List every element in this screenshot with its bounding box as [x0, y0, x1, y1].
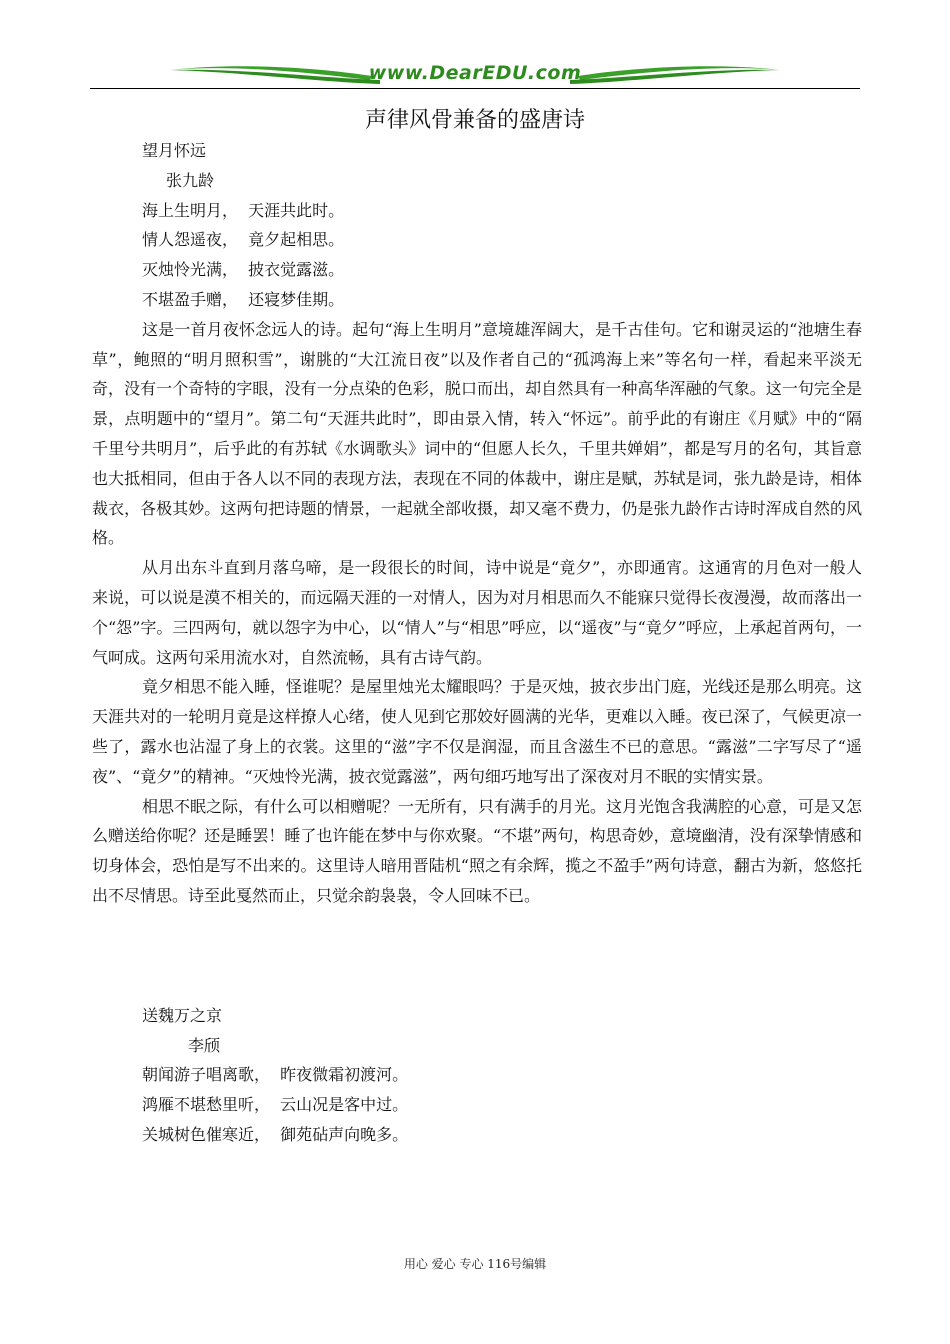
- poem-line: 情人怨遥夜， 竟夕起相思。: [142, 230, 345, 250]
- commentary-paragraph: 相思不眠之际，有什么可以相赠呢？一无所有，只有满手的月光。这月光饱含我满腔的心意，可是又怎么赠送给你呢？还是睡罢！睡了也许能在梦中与你欢聚。“不堪”两句，构思奇妙，意境幽清，没有深挚情感和切身体会，恐怕是写不出来的。这里诗人暗用晋陆机“照之有余辉，揽之不盈手”两句诗意，翻古为新，悠悠托出不尽情思。诗至此戛然而止，只觉余韵袅袅，令人回味不已。: [92, 796, 863, 905]
- commentary-paragraph: 从月出东斗直到月落乌啼，是一段很长的时间，诗中说是“竟夕”，亦即通宵。这通宵的月色对一般人来说，可以说是漠不相关的，而远隔天涯的一对情人，因为对月相思而久不能寐只觉得长夜漫漫，故而落出一个“怨”字。三四两句，就以怨字为中心，以“情人”与“相思”呼应，以“遥夜”与“竟夕”呼应，上承起首两句，一气呵成。这两句采用流水对，自然流畅，具有古诗气韵。: [92, 558, 862, 667]
- document-body: [92, 136, 862, 1150]
- poem-author: 张九龄: [166, 170, 215, 190]
- poem-title: 送魏万之京: [142, 1005, 223, 1025]
- page-footer: 用心 爱心 专心 116号编辑: [403, 1257, 547, 1271]
- poem-title: 望月怀远: [142, 141, 207, 160]
- poem-line: 关城树色催寒近， 御苑砧声向晚多。: [142, 1124, 409, 1144]
- commentary-paragraph: 这是一首月夜怀念远人的诗。起句“海上生明月”意境雄浑阔大，是千古佳句。它和谢灵运的“池塘生春草”，鲍照的“明月照积雪”，谢朓的“大江流日夜”以及作者自己的“孤鸿海上来”等名句一样，看起来平淡无奇，没有一个奇特的字眼，没有一分点染的色彩，脱口而出，却自然具有一种高华浑融的气象。这一句完全是景，点明题中的“望月”。第二句“天涯共此时”，即由景入情，转入“怀远”。前乎此的有谢庄《月赋》中的“隔千里兮共明月”，后乎此的有苏轼《水调歌头》词中的“但愿人长久，千里共婵娟”，都是写月的名句，其旨意也大抵相同，但由于各人以不同的表现方法，表现在不同的体裁中，谢庄是赋，苏轼是词，张九龄是诗，相体裁衣，各极其妙。这两句把诗题的情景，一起就全部收摄，却又毫不费力，仍是张九龄作古诗时浑成自然的风格。: [92, 319, 862, 548]
- poem-author: 李颀: [188, 1035, 221, 1055]
- poem-line: 鸿雁不堪愁里听， 云山况是客中过。: [142, 1095, 409, 1115]
- poem-line: 不堪盈手赠， 还寝梦佳期。: [142, 289, 345, 309]
- poem-line: 灭烛怜光满， 披衣觉露滋。: [142, 260, 345, 280]
- section-gap: [92, 911, 862, 1001]
- page-title: 声律风骨兼备的盛唐诗: [364, 108, 585, 133]
- poem-line: 朝闻游子唱离歌， 昨夜微霜初渡河。: [142, 1065, 409, 1085]
- header-divider: [90, 88, 860, 89]
- poem-line: 海上生明月， 天涯共此时。: [142, 200, 345, 220]
- site-logo-text: www.DearEDU.com: [368, 62, 582, 84]
- commentary-paragraph: 竟夕相思不能入睡，怪谁呢？是屋里烛光太耀眼吗？于是灭烛，披衣步出门庭，光线还是那么明亮。这天涯共对的一轮明月竟是这样撩人心绪，使人见到它那姣好圆满的光华，更难以入睡。夜已深了，气候更凉一些了，露水也沾湿了身上的衣裳。这里的“滋”字不仅是润湿，而且含滋生不已的意思。“露滋”二字写尽了“遥夜”、“竟夕”的精神。“灭烛怜光满，披衣觉露滋”，两句细巧地写出了深夜对月不眠的实情实景。: [92, 677, 863, 786]
- site-header: [90, 58, 860, 92]
